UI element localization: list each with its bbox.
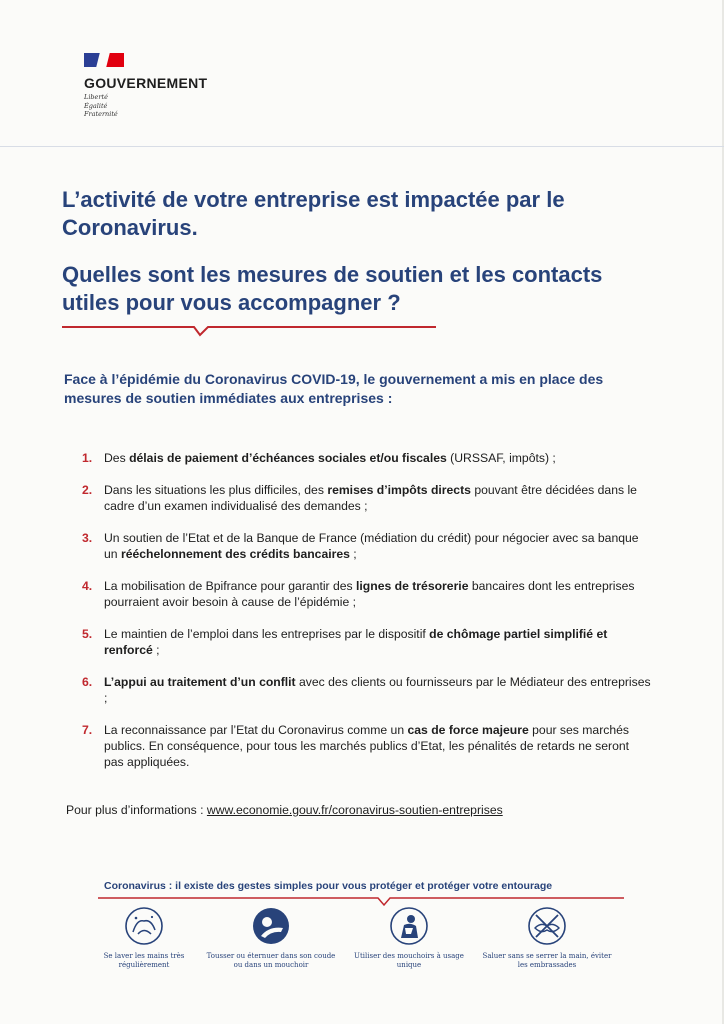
measure-text: [104, 722, 652, 770]
title-impact: L’activité de votre entreprise est impactée par le Coronavirus.: [62, 187, 565, 240]
measure-text-bold: cas de force majeure: [407, 723, 529, 737]
gesture-tissue: [344, 902, 474, 970]
measure-text-part: pour ses marchés publics. En conséquence, pour tous les marchés publics d’Etat, les pénalités de retards ne seront pas appliquées.: [104, 723, 630, 769]
measure-number: 4.: [82, 579, 93, 593]
measure-text: [104, 530, 652, 562]
measure-text-bold: lignes de trésorerie: [356, 579, 469, 593]
measure-item: [82, 530, 652, 562]
measure-text-bold: délais de paiement d’échéances sociales et/ou fiscales: [129, 451, 447, 465]
measure-item: [82, 482, 652, 514]
measure-text-bold: de chômage partiel simplifié et renforcé: [104, 627, 608, 657]
gesture-no-handshake: [482, 902, 612, 970]
header-divider: [0, 146, 724, 147]
measure-text-part: La mobilisation de Bpifrance pour garantir des: [104, 579, 357, 593]
cough-elbow-icon: [251, 906, 291, 946]
measure-number: 1.: [82, 451, 93, 465]
support-measures-list: [82, 450, 652, 786]
title-underline-speech-icon: [62, 319, 436, 339]
measure-text-part: La reconnaissance par l’Etat du Coronavirus comme un: [104, 723, 408, 737]
marianne-flag-logo: [84, 53, 124, 67]
measure-text-part: Un soutien de l’Etat et de la Banque de France (médiation du crédit) pour négocier avec sa banque un: [104, 531, 639, 561]
measure-text-part: Le maintien de l’emploi dans les entreprises par le dispositif: [104, 627, 430, 641]
measure-text-part: Dans les situations les plus difficiles, des: [104, 483, 328, 497]
gesture-hand-washing: [79, 902, 209, 970]
measure-text-bold: remises d’impôts directs: [327, 483, 471, 497]
measure-text-part: pouvant être décidées dans le cadre d’un examen individualisé des demandes ;: [104, 483, 637, 513]
measure-number: 5.: [82, 627, 93, 641]
government-motto: [84, 93, 207, 119]
measure-number: 7.: [82, 723, 93, 737]
government-header: [84, 53, 207, 119]
measure-number: 2.: [82, 483, 93, 497]
measure-item: [82, 450, 652, 466]
more-info-link[interactable]: www.economie.gouv.fr/coronavirus-soutien-entreprises: [206, 803, 503, 817]
measure-text: [104, 626, 652, 658]
barrier-gestures: [94, 902, 634, 982]
motto-egalite: Égalité: [84, 101, 108, 110]
measure-text: [104, 578, 652, 610]
motto-fraternite: Fraternité: [84, 110, 118, 118]
measure-number: 6.: [82, 675, 93, 689]
gesture-caption: Utiliser des mouchoirs à usage unique: [354, 952, 464, 969]
hand-washing-icon: [124, 906, 164, 946]
measure-text-bold: L’appui au traitement d’un conflit: [104, 675, 296, 689]
government-name: GOUVERNEMENT: [84, 75, 208, 91]
gesture-caption: Se laver les mains très régulièrement: [103, 952, 185, 969]
more-info-label: Pour plus d’informations :: [66, 803, 207, 817]
measure-item: [82, 578, 652, 610]
no-handshake-icon: [527, 906, 567, 946]
intro-text: Face à l’épidémie du Coronavirus COVID-19, le gouvernement a mis en place des mesures de soutien immédiates aux entreprises :: [64, 371, 604, 406]
gesture-caption: Tousser ou éternuer dans son coude ou dans un mouchoir: [206, 952, 336, 969]
measure-text: [104, 482, 652, 514]
gesture-caption: Saluer sans se serrer la main, éviter les embrassades: [482, 952, 612, 969]
measure-text-part: Des: [104, 451, 130, 465]
measure-text: [104, 674, 652, 706]
measure-item: [82, 722, 652, 770]
measure-text-bold: rééchelonnement des crédits bancaires: [120, 547, 350, 561]
measure-number: 3.: [82, 531, 93, 545]
title-question: Quelles sont les mesures de soutien et les contacts utiles pour vous accompagner ?: [62, 262, 603, 315]
gesture-cough-elbow: [206, 902, 336, 970]
measure-item: [82, 674, 652, 706]
corona-gestures-banner: Coronavirus : il existe des gestes simples pour vous protéger et protéger votre entourage: [104, 880, 553, 892]
measure-text-part: ;: [349, 547, 357, 561]
measure-text-part: bancaires dont les entreprises pourraient avoir besoin à cause de l’épidémie ;: [104, 579, 635, 609]
measure-item: [82, 626, 652, 658]
measure-text-part: ;: [152, 643, 160, 657]
measure-text-part: avec des clients ou fournisseurs par le Médiateur des entreprises ;: [104, 675, 651, 705]
measure-text: [104, 450, 652, 466]
tissue-icon: [389, 906, 429, 946]
measure-text-part: (URSSAF, impôts) ;: [446, 451, 556, 465]
motto-liberte: Liberté: [84, 93, 108, 101]
more-info: [66, 803, 503, 817]
